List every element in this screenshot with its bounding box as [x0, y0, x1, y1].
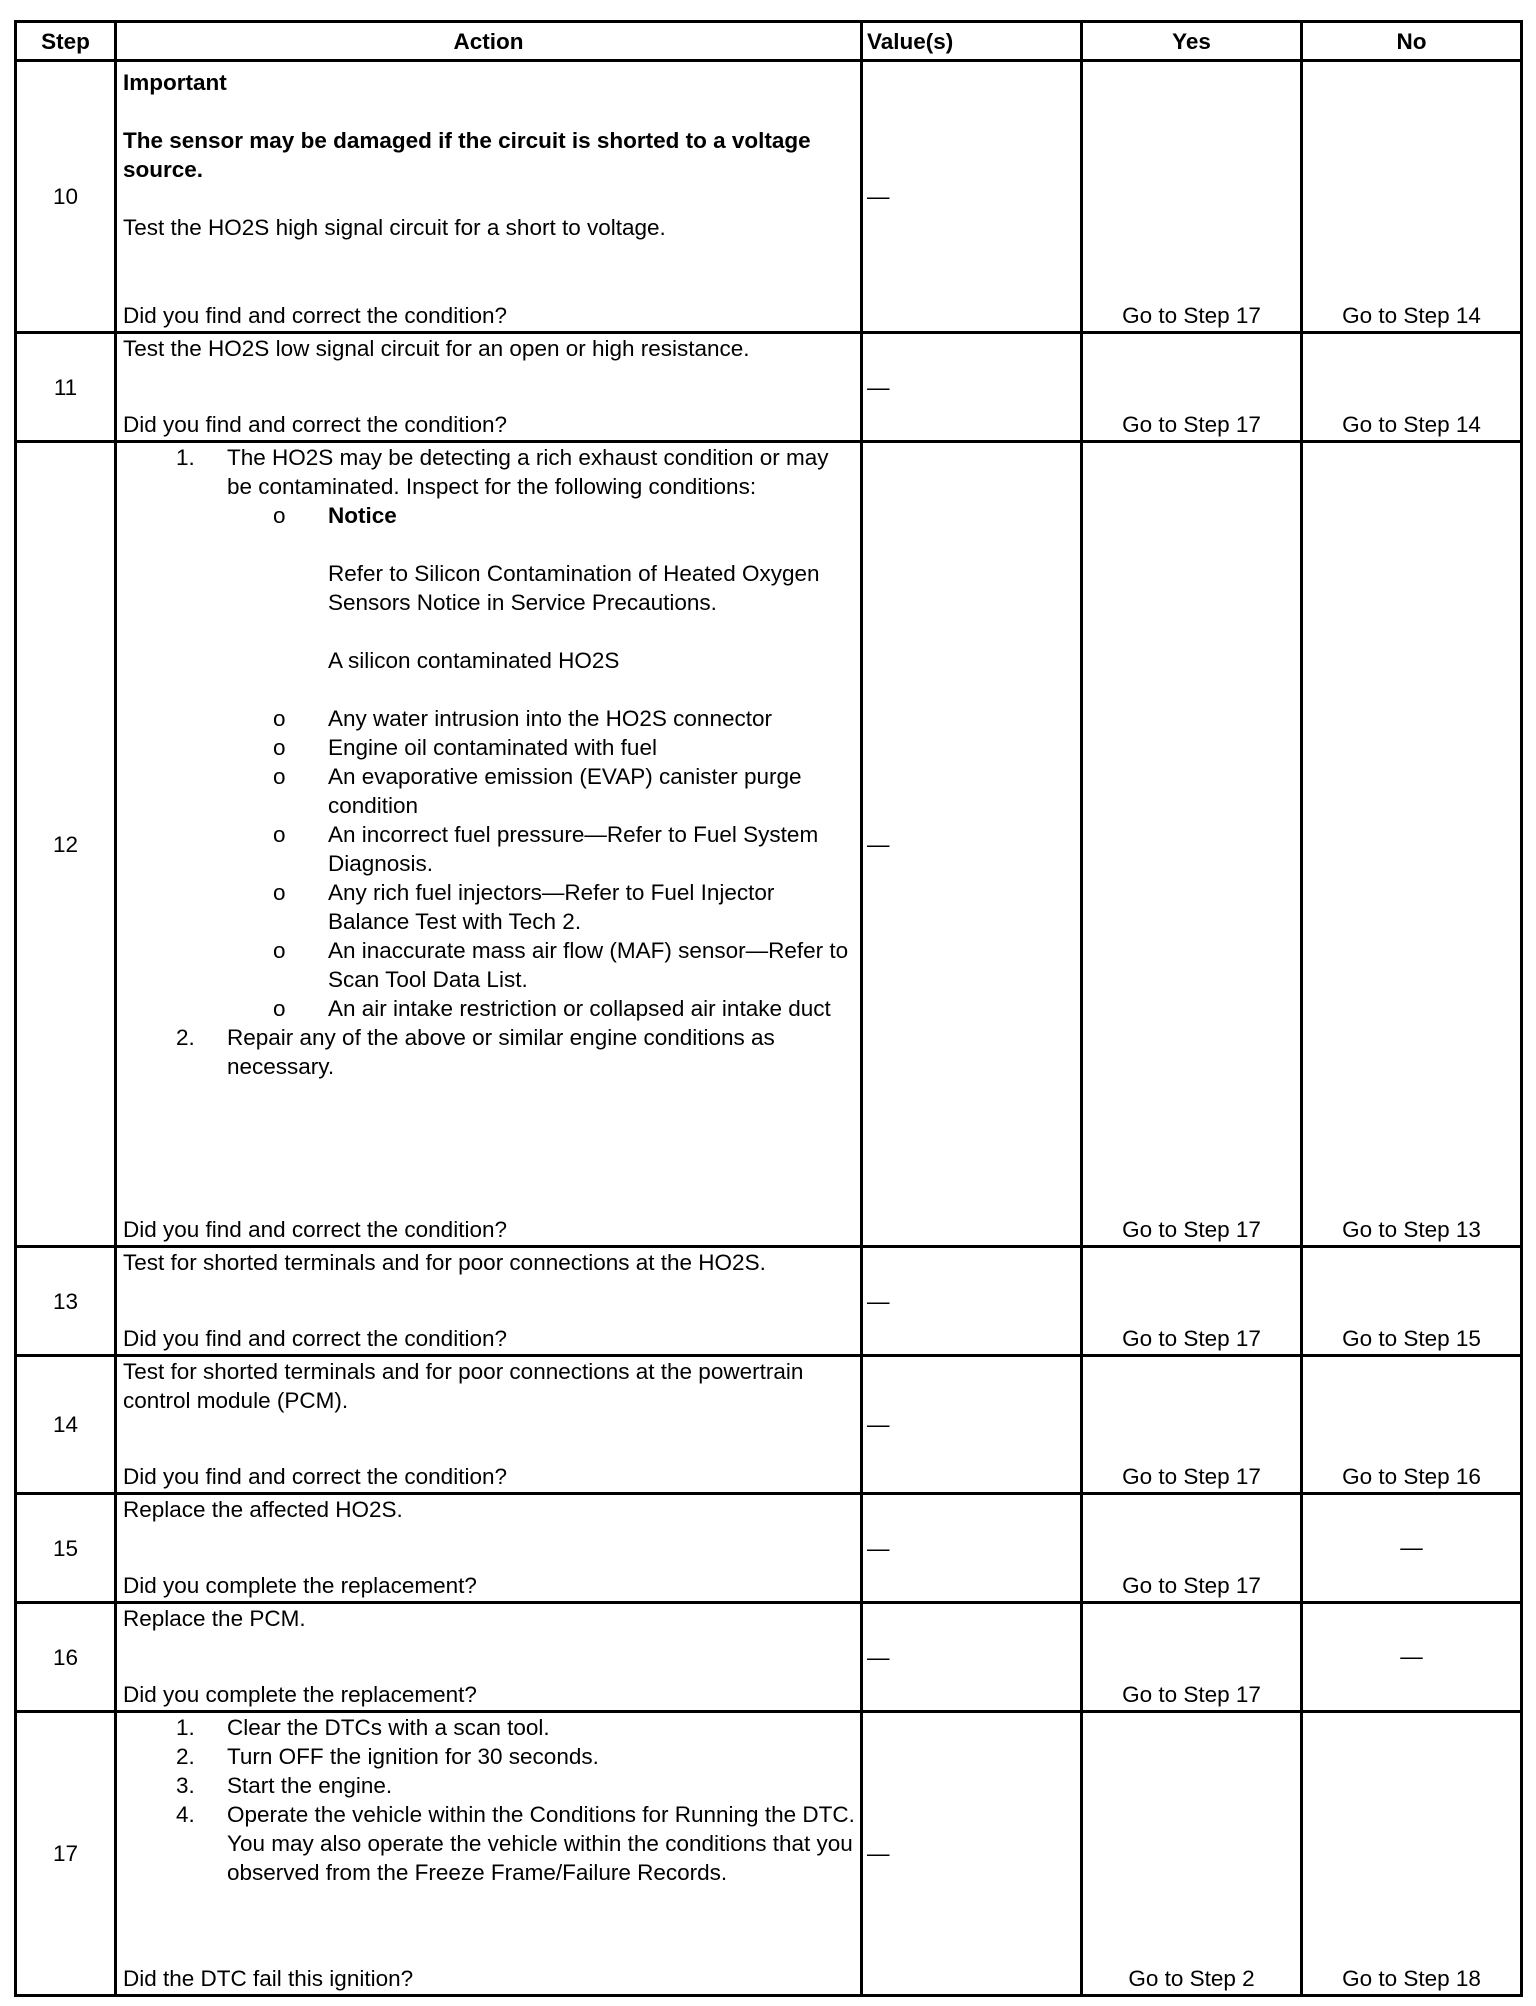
list-item	[123, 1023, 856, 1081]
list-item	[123, 878, 856, 936]
list-item	[123, 820, 856, 878]
question-text: Did you find and correct the condition?	[123, 1326, 507, 1351]
list-item	[123, 1800, 856, 1887]
action-cell	[116, 442, 862, 1247]
action-cell	[116, 1603, 862, 1712]
table-row-step-14	[16, 1356, 1522, 1494]
question-text: Did you find and correct the condition?	[123, 412, 507, 437]
diagnostic-table	[14, 20, 1523, 1997]
value-cell: —	[862, 1494, 1082, 1603]
list-item	[123, 443, 856, 501]
no-value: —	[1302, 1494, 1522, 1603]
yes-link[interactable]: Go to Step 17	[1082, 1356, 1302, 1494]
instruction-text: Test the HO2S high signal circuit for a short to voltage.	[123, 215, 666, 240]
instruction-text: Test for shorted terminals and for poor connections at the HO2S.	[123, 1250, 766, 1275]
important-label: Important	[123, 70, 227, 95]
list-item-text: Operate the vehicle within the Conditions for Running the DTC. You may also operate the vehicle within the conditions that you observed from the Freeze Frame/Failure Records.	[227, 1802, 855, 1885]
step-number: 16	[16, 1603, 116, 1712]
value-cell: —	[862, 333, 1082, 442]
notice-bullet	[123, 501, 856, 530]
table-row-step-16	[16, 1603, 1522, 1712]
value-cell: —	[862, 1356, 1082, 1494]
action-cell	[116, 61, 862, 333]
step-number: 13	[16, 1247, 116, 1356]
bullet-icon: o	[273, 996, 286, 1021]
yes-link[interactable]: Go to Step 17	[1082, 1603, 1302, 1712]
table-row-step-15	[16, 1494, 1522, 1603]
action-cell	[116, 1712, 862, 1996]
yes-link[interactable]: Go to Step 2	[1082, 1712, 1302, 1996]
bullet-icon: o	[273, 764, 286, 789]
header-step: Step	[16, 22, 116, 61]
no-link[interactable]: Go to Step 16	[1302, 1356, 1522, 1494]
list-item	[123, 936, 856, 994]
list-item-text: An incorrect fuel pressure—Refer to Fuel System Diagnosis.	[328, 822, 819, 876]
list-item	[123, 704, 856, 733]
yes-link[interactable]: Go to Step 17	[1082, 442, 1302, 1247]
value-cell: —	[862, 1712, 1082, 1996]
no-link[interactable]: Go to Step 14	[1302, 61, 1522, 333]
list-item	[123, 1742, 856, 1771]
question-text: Did the DTC fail this ignition?	[123, 1966, 414, 1991]
step-number: 11	[16, 333, 116, 442]
list-item-text: An air intake restriction or collapsed air intake duct	[328, 996, 831, 1021]
list-number: 3.	[176, 1773, 195, 1798]
bullet-icon: o	[273, 735, 286, 760]
value-cell: —	[862, 442, 1082, 1247]
table-row-step-10	[16, 61, 1522, 333]
bullet-icon: o	[273, 503, 286, 528]
bullet-icon: o	[273, 706, 286, 731]
action-cell	[116, 1356, 862, 1494]
list-item-text: Engine oil contaminated with fuel	[328, 735, 657, 760]
table-row-step-12	[16, 442, 1522, 1247]
list-item-text: An inaccurate mass air flow (MAF) sensor—Refer to Scan Tool Data List.	[328, 938, 849, 992]
table-header-row	[16, 22, 1522, 61]
header-yes: Yes	[1082, 22, 1302, 61]
action-cell	[116, 333, 862, 442]
instruction-text: Replace the affected HO2S.	[123, 1497, 403, 1522]
no-link[interactable]: Go to Step 15	[1302, 1247, 1522, 1356]
list-number: 1.	[176, 1715, 195, 1740]
instruction-text: Test the HO2S low signal circuit for an open or high resistance.	[123, 336, 750, 361]
list-number: 1.	[176, 445, 195, 470]
notice-text: Refer to Silicon Contamination of Heated Oxygen Sensors Notice in Service Precautions.	[328, 561, 820, 615]
question-text: Did you complete the replacement?	[123, 1682, 477, 1707]
table-row-step-13	[16, 1247, 1522, 1356]
no-link[interactable]: Go to Step 14	[1302, 333, 1522, 442]
yes-link[interactable]: Go to Step 17	[1082, 333, 1302, 442]
list-item-text: Turn OFF the ignition for 30 seconds.	[227, 1744, 599, 1769]
no-link[interactable]: Go to Step 18	[1302, 1712, 1522, 1996]
list-item	[123, 733, 856, 762]
list-item-text: Any water intrusion into the HO2S connector	[328, 706, 772, 731]
notice-item: A silicon contaminated HO2S	[328, 648, 620, 673]
bullet-icon: o	[273, 822, 286, 847]
list-item-text: Clear the DTCs with a scan tool.	[227, 1715, 550, 1740]
question-text: Did you find and correct the condition?	[123, 1217, 507, 1242]
instruction-text: Test for shorted terminals and for poor connections at the powertrain control module (PCM).	[123, 1359, 804, 1413]
table-row-step-11	[16, 333, 1522, 442]
yes-link[interactable]: Go to Step 17	[1082, 1247, 1302, 1356]
important-text: The sensor may be damaged if the circuit is shorted to a voltage source.	[123, 128, 811, 182]
list-item-text: An evaporative emission (EVAP) canister purge condition	[328, 764, 802, 818]
no-value: —	[1302, 1603, 1522, 1712]
header-action: Action	[116, 22, 862, 61]
value-cell: —	[862, 1247, 1082, 1356]
question-text: Did you complete the replacement?	[123, 1573, 477, 1598]
step-number: 10	[16, 61, 116, 333]
yes-link[interactable]: Go to Step 17	[1082, 1494, 1302, 1603]
value-cell: —	[862, 1603, 1082, 1712]
no-link[interactable]: Go to Step 13	[1302, 442, 1522, 1247]
list-number: 2.	[176, 1744, 195, 1769]
step-number: 15	[16, 1494, 116, 1603]
notice-label: Notice	[328, 503, 397, 528]
bullet-icon: o	[273, 880, 286, 905]
list-item	[123, 1771, 856, 1800]
table-row-step-17	[16, 1712, 1522, 1996]
list-item	[123, 1713, 856, 1742]
list-item	[123, 762, 856, 820]
question-text: Did you find and correct the condition?	[123, 303, 507, 328]
step-number: 14	[16, 1356, 116, 1494]
list-item-text: Start the engine.	[227, 1773, 393, 1798]
header-values: Value(s)	[862, 22, 1082, 61]
action-cell	[116, 1247, 862, 1356]
bullet-icon: o	[273, 938, 286, 963]
list-number: 2.	[176, 1025, 195, 1050]
step-number: 17	[16, 1712, 116, 1996]
yes-link[interactable]: Go to Step 17	[1082, 61, 1302, 333]
question-text: Did you find and correct the condition?	[123, 1464, 507, 1489]
action-cell	[116, 1494, 862, 1603]
list-number: 4.	[176, 1802, 195, 1827]
list-item-text: Repair any of the above or similar engine conditions as necessary.	[227, 1025, 775, 1079]
step-number: 12	[16, 442, 116, 1247]
instruction-text: Replace the PCM.	[123, 1606, 306, 1631]
list-item-text: Any rich fuel injectors—Refer to Fuel Injector Balance Test with Tech 2.	[328, 880, 775, 934]
list-item-text: The HO2S may be detecting a rich exhaust condition or may be contaminated. Inspect for the following conditions:	[227, 445, 829, 499]
list-item	[123, 994, 856, 1023]
value-cell: —	[862, 61, 1082, 333]
header-no: No	[1302, 22, 1522, 61]
